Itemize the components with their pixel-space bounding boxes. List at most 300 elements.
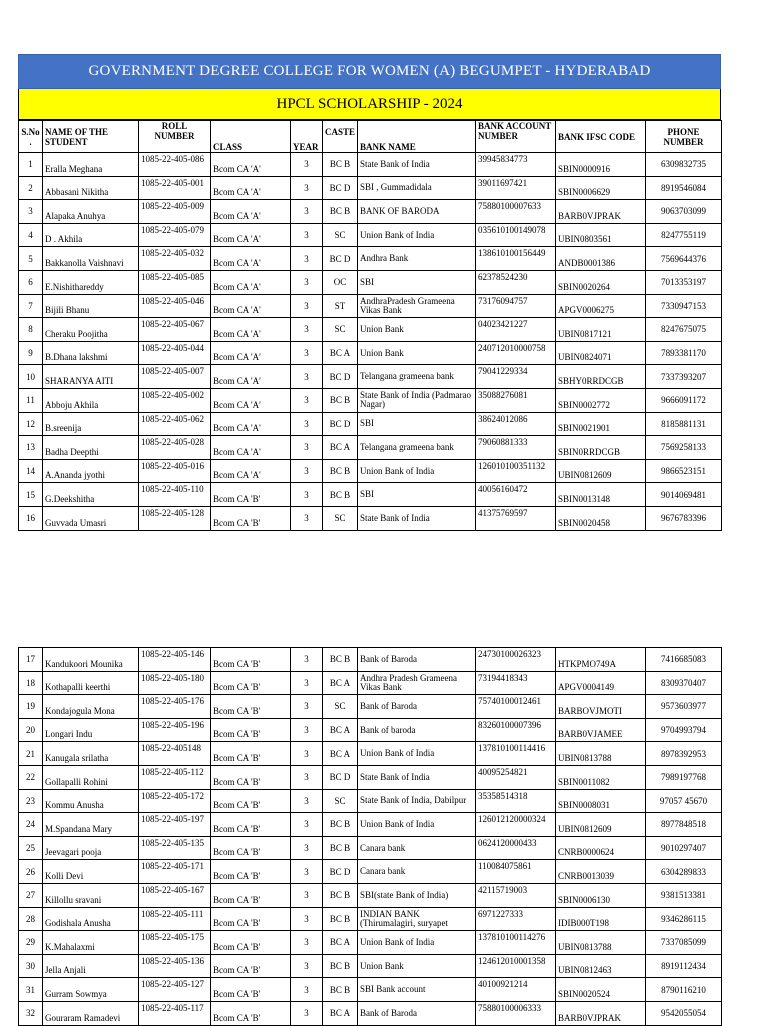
cell-bank: SBI(state Bank of India) (358, 883, 476, 907)
cell-name: Kanugala srilatha (43, 742, 139, 766)
table-row (19, 671, 722, 695)
cell-sno: 2 (19, 176, 43, 200)
cell-roll: 1085-22-405-028 (139, 436, 211, 460)
header-row (19, 121, 722, 153)
cell-year: 3 (291, 153, 323, 177)
cell-acc: 126010100351132 (476, 459, 556, 483)
cell-ifsc: SBIN0020458 (556, 506, 646, 530)
cell-ifsc: ANDB0001386 (556, 247, 646, 271)
cell-year: 3 (291, 765, 323, 789)
cell-name: Kondajogula Mona (43, 695, 139, 719)
cell-acc: 35358514318 (476, 789, 556, 813)
cell-caste: BC A (323, 436, 358, 460)
cell-class: Bcom CA 'B' (211, 860, 291, 884)
cell-class: Bcom CA 'B' (211, 1001, 291, 1025)
cell-roll: 1085-22-405148 (139, 742, 211, 766)
cell-sno: 26 (19, 860, 43, 884)
cell-bank: State Bank of India, Dabilpur (358, 789, 476, 813)
cell-sno: 19 (19, 695, 43, 719)
cell-sno: 24 (19, 813, 43, 837)
cell-roll: 1085-22-405-009 (139, 200, 211, 224)
cell-name: Killollu sravani (43, 883, 139, 907)
cell-caste: BC A (323, 1001, 358, 1025)
cell-sno: 22 (19, 765, 43, 789)
table-row (19, 836, 722, 860)
cell-sno: 14 (19, 459, 43, 483)
table-row (19, 1001, 722, 1025)
cell-caste: BC D (323, 365, 358, 389)
cell-ifsc: SBIN0008031 (556, 789, 646, 813)
cell-phone: 9704993794 (646, 718, 722, 742)
cell-sno: 13 (19, 436, 43, 460)
cell-name: Gollapalli Rohini (43, 765, 139, 789)
cell-bank: SBI (358, 270, 476, 294)
table-row (19, 718, 722, 742)
table-row (19, 907, 722, 931)
scholarship-table-page2 (18, 647, 722, 1026)
table-row (19, 294, 722, 318)
cell-caste: BC A (323, 718, 358, 742)
cell-acc: 240712010000758 (476, 341, 556, 365)
cell-name: E.Nishithareddy (43, 270, 139, 294)
cell-sno: 18 (19, 671, 43, 695)
cell-acc: 40056160472 (476, 483, 556, 507)
cell-ifsc: SBIN0000916 (556, 153, 646, 177)
cell-caste: BC B (323, 648, 358, 672)
table-row (19, 176, 722, 200)
cell-sno: 11 (19, 388, 43, 412)
cell-year: 3 (291, 200, 323, 224)
cell-year: 3 (291, 742, 323, 766)
cell-name: Alapaka Anuhya (43, 200, 139, 224)
cell-name: Kommu Anusha (43, 789, 139, 813)
table-row (19, 860, 722, 884)
cell-ifsc: UBIN0813788 (556, 931, 646, 955)
table-row (19, 436, 722, 460)
cell-year: 3 (291, 931, 323, 955)
cell-class: Bcom CA 'B' (211, 742, 291, 766)
cell-acc: 04023421227 (476, 318, 556, 342)
cell-year: 3 (291, 223, 323, 247)
cell-caste: BC B (323, 153, 358, 177)
col-header-year: YEAR (291, 121, 323, 153)
cell-year: 3 (291, 671, 323, 695)
cell-phone: 6309832735 (646, 153, 722, 177)
cell-ifsc: SBIN0006130 (556, 883, 646, 907)
cell-class: Bcom CA 'A' (211, 412, 291, 436)
cell-caste: SC (323, 506, 358, 530)
cell-acc: 40100921214 (476, 978, 556, 1002)
cell-ifsc: UBIN0812609 (556, 813, 646, 837)
cell-bank: INDIAN BANK (Thirumalagiri, suryapet (358, 907, 476, 931)
cell-caste: BC B (323, 813, 358, 837)
cell-class: Bcom CA 'B' (211, 483, 291, 507)
cell-year: 3 (291, 247, 323, 271)
cell-year: 3 (291, 506, 323, 530)
cell-acc: 137810100114276 (476, 931, 556, 955)
cell-roll: 1085-22-405-067 (139, 318, 211, 342)
cell-caste: BC B (323, 836, 358, 860)
cell-sno: 31 (19, 978, 43, 1002)
cell-year: 3 (291, 436, 323, 460)
cell-sno: 27 (19, 883, 43, 907)
cell-phone: 9346286115 (646, 907, 722, 931)
table-row (19, 506, 722, 530)
cell-class: Bcom CA 'A' (211, 388, 291, 412)
cell-phone: 8977848518 (646, 813, 722, 837)
cell-caste: SC (323, 695, 358, 719)
cell-bank: Bank of Baroda (358, 648, 476, 672)
cell-caste: BC A (323, 341, 358, 365)
cell-year: 3 (291, 978, 323, 1002)
table-row (19, 765, 722, 789)
cell-phone: 6304289833 (646, 860, 722, 884)
cell-sno: 4 (19, 223, 43, 247)
cell-ifsc: CNRB0013039 (556, 860, 646, 884)
cell-acc: 110084075861 (476, 860, 556, 884)
cell-phone: 9676783396 (646, 506, 722, 530)
cell-caste: BC A (323, 742, 358, 766)
cell-class: Bcom CA 'B' (211, 671, 291, 695)
cell-bank: Bank of Baroda (358, 695, 476, 719)
cell-phone: 9010297407 (646, 836, 722, 860)
cell-acc: 24730100026323 (476, 648, 556, 672)
cell-sno: 1 (19, 153, 43, 177)
cell-sno: 5 (19, 247, 43, 271)
cell-sno: 25 (19, 836, 43, 860)
cell-bank: Canara bank (358, 836, 476, 860)
cell-sno: 6 (19, 270, 43, 294)
cell-acc: 40095254821 (476, 765, 556, 789)
cell-sno: 29 (19, 931, 43, 955)
table-row (19, 223, 722, 247)
table-row (19, 883, 722, 907)
cell-ifsc: UBIN0812609 (556, 459, 646, 483)
col-header-class: CLASS (211, 121, 291, 153)
cell-phone: 7337085099 (646, 931, 722, 955)
cell-sno: 3 (19, 200, 43, 224)
cell-name: Kolli Devi (43, 860, 139, 884)
cell-phone: 7337393207 (646, 365, 722, 389)
cell-year: 3 (291, 412, 323, 436)
cell-bank: Andhra Pradesh Grameena Vikas Bank (358, 671, 476, 695)
cell-caste: SC (323, 318, 358, 342)
cell-class: Bcom CA 'A' (211, 153, 291, 177)
cell-name: G.Deekshitha (43, 483, 139, 507)
cell-name: Eralla Meghana (43, 153, 139, 177)
table-row (19, 648, 722, 672)
cell-roll: 1085-22-405-085 (139, 270, 211, 294)
cell-bank: Union Bank of India (358, 459, 476, 483)
cell-year: 3 (291, 695, 323, 719)
cell-bank: Union Bank of India (358, 742, 476, 766)
cell-acc: 126012120000324 (476, 813, 556, 837)
cell-ifsc: SBIN0RRDCGB (556, 436, 646, 460)
cell-class: Bcom CA 'A' (211, 341, 291, 365)
cell-phone: 7893381170 (646, 341, 722, 365)
cell-bank: Telangana grameena bank (358, 436, 476, 460)
cell-bank: Union Bank of India (358, 931, 476, 955)
cell-sno: 10 (19, 365, 43, 389)
cell-phone: 8919112434 (646, 954, 722, 978)
cell-class: Bcom CA 'B' (211, 695, 291, 719)
cell-roll: 1085-22-405-135 (139, 836, 211, 860)
cell-year: 3 (291, 718, 323, 742)
cell-name: Jeevagari pooja (43, 836, 139, 860)
cell-roll: 1085-22-405-111 (139, 907, 211, 931)
cell-phone: 9063703099 (646, 200, 722, 224)
cell-acc: 75880100007633 (476, 200, 556, 224)
cell-acc: 62378524230 (476, 270, 556, 294)
table-row (19, 247, 722, 271)
cell-class: Bcom CA 'B' (211, 789, 291, 813)
cell-roll: 1085-22-405-128 (139, 506, 211, 530)
scheme-title: HPCL SCHOLARSHIP - 2024 (276, 95, 463, 112)
cell-name: Longari Indu (43, 718, 139, 742)
cell-phone: 9866523151 (646, 459, 722, 483)
cell-year: 3 (291, 341, 323, 365)
cell-bank: Union Bank (358, 341, 476, 365)
cell-sno: 8 (19, 318, 43, 342)
table-row (19, 789, 722, 813)
cell-sno: 21 (19, 742, 43, 766)
cell-name: Jella Anjali (43, 954, 139, 978)
cell-name: Gurram Sowmya (43, 978, 139, 1002)
cell-bank: SBI (358, 412, 476, 436)
cell-year: 3 (291, 1001, 323, 1025)
cell-ifsc: SBIN0002772 (556, 388, 646, 412)
cell-class: Bcom CA 'A' (211, 270, 291, 294)
cell-phone: 8919546084 (646, 176, 722, 200)
cell-bank: Bank of Baroda (358, 1001, 476, 1025)
cell-sno: 9 (19, 341, 43, 365)
cell-caste: BC B (323, 483, 358, 507)
cell-year: 3 (291, 883, 323, 907)
cell-acc: 75880100006333 (476, 1001, 556, 1025)
cell-phone: 9381513381 (646, 883, 722, 907)
cell-sno: 16 (19, 506, 43, 530)
cell-acc: 124612010001358 (476, 954, 556, 978)
cell-name: B.sreenija (43, 412, 139, 436)
cell-roll: 1085-22-405-117 (139, 1001, 211, 1025)
cell-phone: 8247675075 (646, 318, 722, 342)
cell-ifsc: SBIN0011082 (556, 765, 646, 789)
cell-year: 3 (291, 365, 323, 389)
cell-phone: 7569258133 (646, 436, 722, 460)
cell-ifsc: SBIN0013148 (556, 483, 646, 507)
cell-bank: State Bank of India (358, 506, 476, 530)
cell-class: Bcom CA 'B' (211, 506, 291, 530)
table-row (19, 341, 722, 365)
scholarship-table-page1 (18, 120, 722, 531)
cell-year: 3 (291, 648, 323, 672)
cell-class: Bcom CA 'A' (211, 436, 291, 460)
cell-caste: BC D (323, 860, 358, 884)
cell-bank: Union Bank of India (358, 223, 476, 247)
cell-acc: 137810100114416 (476, 742, 556, 766)
cell-bank: Union Bank (358, 318, 476, 342)
cell-caste: BC B (323, 883, 358, 907)
cell-name: Abbasani Nikitha (43, 176, 139, 200)
cell-class: Bcom CA 'A' (211, 459, 291, 483)
cell-acc: 73194418343 (476, 671, 556, 695)
cell-year: 3 (291, 789, 323, 813)
cell-class: Bcom CA 'B' (211, 765, 291, 789)
cell-name: Bijili Bhanu (43, 294, 139, 318)
cell-sno: 15 (19, 483, 43, 507)
cell-caste: BC D (323, 412, 358, 436)
cell-phone: 7330947153 (646, 294, 722, 318)
cell-name: Kandukoori Mounika (43, 648, 139, 672)
cell-roll: 1085-22-405-136 (139, 954, 211, 978)
table-row (19, 365, 722, 389)
cell-class: Bcom CA 'B' (211, 954, 291, 978)
cell-sno: 30 (19, 954, 43, 978)
cell-name: B.Dhana lakshmi (43, 341, 139, 365)
cell-roll: 1085-22-405-110 (139, 483, 211, 507)
cell-acc: 38624012086 (476, 412, 556, 436)
cell-caste: BC D (323, 765, 358, 789)
cell-acc: 0624120000433 (476, 836, 556, 860)
cell-phone: 7013353197 (646, 270, 722, 294)
cell-class: Bcom CA 'B' (211, 931, 291, 955)
cell-ifsc: UBIN0803561 (556, 223, 646, 247)
cell-year: 3 (291, 294, 323, 318)
table-row (19, 270, 722, 294)
cell-year: 3 (291, 483, 323, 507)
cell-roll: 1085-22-405-032 (139, 247, 211, 271)
cell-acc: 39011697421 (476, 176, 556, 200)
cell-roll: 1085-22-405-176 (139, 695, 211, 719)
cell-bank: State Bank of India (358, 153, 476, 177)
cell-class: Bcom CA 'A' (211, 200, 291, 224)
cell-caste: BC A (323, 931, 358, 955)
cell-class: Bcom CA 'B' (211, 648, 291, 672)
cell-name: Cheraku Poojitha (43, 318, 139, 342)
cell-name: A.Ananda jyothi (43, 459, 139, 483)
col-header-roll: ROLL NUMBER (139, 121, 211, 153)
cell-year: 3 (291, 270, 323, 294)
cell-acc: 73176094757 (476, 294, 556, 318)
col-header-account: BANK ACCOUNT NUMBER (476, 121, 556, 153)
cell-phone: 9573603977 (646, 695, 722, 719)
table-row (19, 483, 722, 507)
cell-ifsc: UBIN0812463 (556, 954, 646, 978)
cell-ifsc: SBIN0020264 (556, 270, 646, 294)
cell-year: 3 (291, 907, 323, 931)
cell-name: D . Akhila (43, 223, 139, 247)
cell-bank: SBI (358, 483, 476, 507)
college-title-banner (18, 54, 721, 89)
college-title: GOVERNMENT DEGREE COLLEGE FOR WOMEN (A) BEGUMPET - HYDERABAD (88, 63, 651, 79)
cell-roll: 1085-22-405-007 (139, 365, 211, 389)
cell-ifsc: CNRB0000624 (556, 836, 646, 860)
cell-acc: 79041229334 (476, 365, 556, 389)
cell-class: Bcom CA 'A' (211, 294, 291, 318)
cell-sno: 17 (19, 648, 43, 672)
table-row (19, 813, 722, 837)
cell-bank: SBI Bank account (358, 978, 476, 1002)
cell-name: Kothapalli keerthi (43, 671, 139, 695)
cell-phone: 9666091172 (646, 388, 722, 412)
cell-year: 3 (291, 459, 323, 483)
cell-phone: 8309370407 (646, 671, 722, 695)
cell-year: 3 (291, 836, 323, 860)
cell-phone: 8978392953 (646, 742, 722, 766)
col-header-ifsc: BANK IFSC CODE (556, 121, 646, 153)
cell-roll: 1085-22-405-196 (139, 718, 211, 742)
cell-class: Bcom CA 'A' (211, 247, 291, 271)
cell-class: Bcom CA 'A' (211, 223, 291, 247)
cell-year: 3 (291, 318, 323, 342)
cell-phone: 7989197768 (646, 765, 722, 789)
cell-caste: SC (323, 789, 358, 813)
cell-ifsc: SBIN0020524 (556, 978, 646, 1002)
cell-ifsc: BARB0VJAMEE (556, 718, 646, 742)
cell-roll: 1085-22-405-127 (139, 978, 211, 1002)
cell-year: 3 (291, 860, 323, 884)
cell-caste: BC B (323, 978, 358, 1002)
table-row (19, 978, 722, 1002)
cell-bank: Union Bank (358, 954, 476, 978)
cell-name: Abboju Akhila (43, 388, 139, 412)
cell-caste: OC (323, 270, 358, 294)
cell-name: SHARANYA AITI (43, 365, 139, 389)
cell-name: Guvvada Umasri (43, 506, 139, 530)
cell-roll: 1085-22-405-180 (139, 671, 211, 695)
cell-ifsc: SBIN0021901 (556, 412, 646, 436)
cell-year: 3 (291, 813, 323, 837)
cell-ifsc: BARBOVJMOTI (556, 695, 646, 719)
cell-class: Bcom CA 'B' (211, 836, 291, 860)
cell-sno: 23 (19, 789, 43, 813)
cell-ifsc: IDIB000T198 (556, 907, 646, 931)
cell-roll: 1085-22-405-086 (139, 153, 211, 177)
cell-ifsc: UBIN0817121 (556, 318, 646, 342)
cell-phone: 8247755119 (646, 223, 722, 247)
cell-bank: Bank of baroda (358, 718, 476, 742)
cell-caste: BC D (323, 247, 358, 271)
cell-roll: 1085-22-405-197 (139, 813, 211, 837)
cell-class: Bcom CA 'A' (211, 176, 291, 200)
cell-phone: 7416685083 (646, 648, 722, 672)
cell-sno: 32 (19, 1001, 43, 1025)
cell-caste: BC B (323, 200, 358, 224)
cell-acc: 138610100156449 (476, 247, 556, 271)
table-row (19, 459, 722, 483)
cell-sno: 28 (19, 907, 43, 931)
cell-roll: 1085-22-405-044 (139, 341, 211, 365)
cell-bank: State Bank of India (358, 765, 476, 789)
cell-caste: BC B (323, 388, 358, 412)
table-row (19, 200, 722, 224)
cell-phone: 97057 45670 (646, 789, 722, 813)
table-row (19, 388, 722, 412)
table-row (19, 153, 722, 177)
cell-name: Gouraram Ramadevi (43, 1001, 139, 1025)
cell-bank: State Bank of India (Padmarao Nagar) (358, 388, 476, 412)
col-header-bank: BANK NAME (358, 121, 476, 153)
cell-acc: 6971227333 (476, 907, 556, 931)
cell-roll: 1085-22-405-171 (139, 860, 211, 884)
cell-bank: Union Bank of India (358, 813, 476, 837)
cell-class: Bcom CA 'B' (211, 978, 291, 1002)
cell-ifsc: BARB0VJPRAK (556, 200, 646, 224)
cell-ifsc: SBIN0006629 (556, 176, 646, 200)
cell-name: Badha Deepthi (43, 436, 139, 460)
cell-ifsc: UBIN0824071 (556, 341, 646, 365)
cell-caste: BC B (323, 954, 358, 978)
